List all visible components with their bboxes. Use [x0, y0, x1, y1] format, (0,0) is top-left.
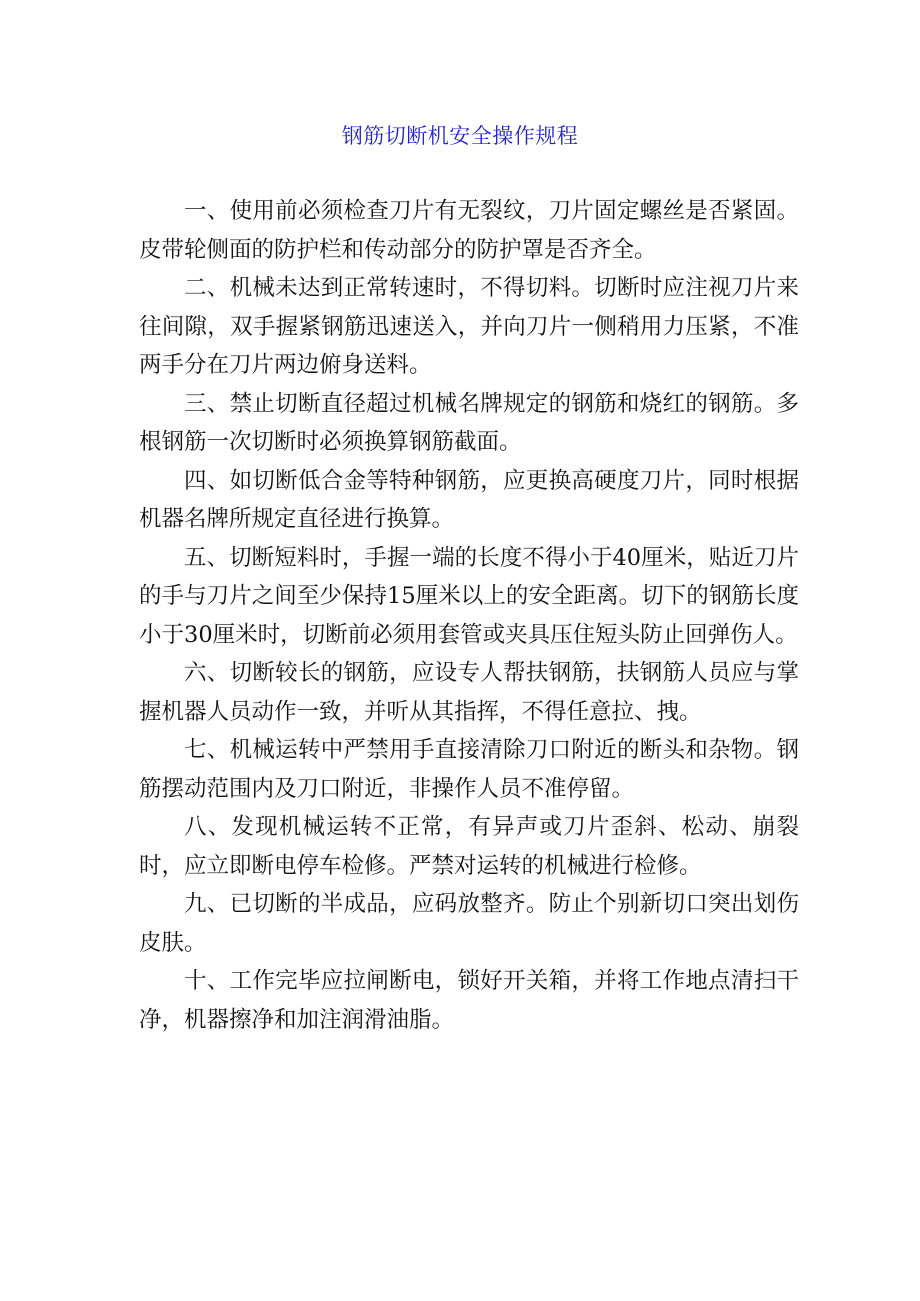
- paragraph-1: 一、使用前必须检查刀片有无裂纹，刀片固定螺丝是否紧固。皮带轮侧面的防护栏和传动部分的防护罩是否齐全。: [139, 198, 799, 263]
- document-body: [139, 192, 799, 1039]
- paragraph-5: 五、切断短料时，手握一端的长度不得小于40厘米，贴近刀片的手与刀片之间至少保持15厘米以上的安全距离。切下的钢筋长度小于30厘米时，切断前必须用套管或夹具压住短头防止回弹伤人。: [139, 544, 799, 648]
- paragraph-7: 七、机械运转中严禁用手直接清除刀口附近的断头和杂物。钢筋摆动范围内及刀口附近，非操作人员不准停留。: [139, 737, 799, 802]
- paragraph-6: 六、切断较长的钢筋，应设专人帮扶钢筋，扶钢筋人员应与掌握机器人员动作一致，并听从其指挥，不得任意拉、拽。: [139, 660, 799, 725]
- paragraph-2: 二、机械未达到正常转速时，不得切料。切断时应注视刀片来往间隙，双手握紧钢筋迅速送入，并向刀片一侧稍用力压紧，不准两手分在刀片两边俯身送料。: [139, 275, 799, 378]
- paragraph-4: 四、如切断低合金等特种钢筋，应更换高硬度刀片，同时根据机器名牌所规定直径进行换算。: [139, 467, 799, 532]
- paragraph-9: 九、已切断的半成品，应码放整齐。防止个别新切口突出划伤皮肤。: [139, 891, 799, 956]
- paragraph-10: 十、工作完毕应拉闸断电，锁好开关箱，并将工作地点清扫干净，机器擦净和加注润滑油脂。: [139, 968, 799, 1033]
- document-title: 钢筋切断机安全操作规程: [341, 124, 579, 148]
- paragraph-3: 三、禁止切断直径超过机械名牌规定的钢筋和烧红的钢筋。多根钢筋一次切断时必须换算钢筋截面。: [139, 390, 799, 455]
- paragraph-8: 八、发现机械运转不正常，有异声或刀片歪斜、松动、崩裂时，应立即断电停车检修。严禁对运转的机械进行检修。: [139, 814, 799, 879]
